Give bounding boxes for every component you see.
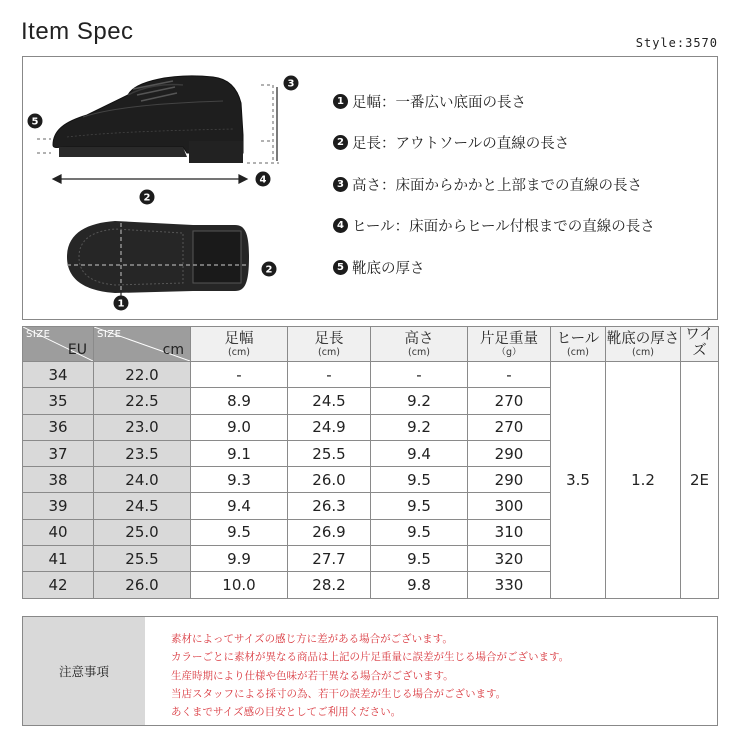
cell-width: 8.9 bbox=[191, 388, 288, 414]
cell-cm: 25.0 bbox=[94, 519, 191, 545]
cell-length: 25.5 bbox=[288, 440, 371, 466]
notes-panel bbox=[22, 616, 718, 726]
cell-height: 9.4 bbox=[371, 440, 468, 466]
svg-text:1: 1 bbox=[117, 298, 125, 310]
size-unit: EU bbox=[67, 341, 87, 358]
svg-text:2: 2 bbox=[143, 192, 151, 204]
cell-cm: 23.5 bbox=[94, 440, 191, 466]
notes-label: 注意事項 bbox=[23, 617, 145, 725]
marker-2-sole bbox=[262, 262, 277, 277]
marker-badge: 1 bbox=[333, 94, 348, 109]
measurement-legend bbox=[333, 91, 655, 299]
cell-eu: 42 bbox=[23, 572, 94, 598]
spec-diagram-panel bbox=[22, 56, 718, 320]
shoe-side-view bbox=[53, 76, 243, 163]
cell-width: 9.3 bbox=[191, 467, 288, 493]
size-eu-header bbox=[23, 327, 94, 362]
cell-weight: 320 bbox=[468, 546, 551, 572]
note-line: 生産時期により仕様や色味が若干異なる場合がございます。 bbox=[171, 669, 454, 682]
cell-weight: 310 bbox=[468, 519, 551, 545]
legend-text: 靴底の厚さ bbox=[352, 260, 425, 277]
cell-eu: 36 bbox=[23, 414, 94, 440]
note-line: あくまでサイズ感の目安としてご利用ください。 bbox=[171, 706, 402, 719]
note-line: 素材によってサイズの感じ方に差がある場合がございます。 bbox=[171, 633, 453, 645]
cell-weight: - bbox=[468, 362, 551, 388]
cell-cm: 22.0 bbox=[94, 362, 191, 388]
cell-width: 10.0 bbox=[191, 572, 288, 598]
legend-text: 足幅：一番広い底面の長さ bbox=[352, 94, 526, 111]
svg-text:4: 4 bbox=[259, 174, 267, 186]
cell-weight: 290 bbox=[468, 440, 551, 466]
size-tag: SIZE bbox=[26, 329, 51, 340]
size-cm-header bbox=[94, 327, 191, 362]
legend-item bbox=[333, 174, 655, 194]
marker-1 bbox=[114, 296, 129, 311]
cell-height: 9.2 bbox=[371, 388, 468, 414]
legend-item bbox=[333, 133, 655, 153]
col-header-wise: ワイズ bbox=[681, 327, 719, 362]
legend-text: ヒール：床面からヒール付根までの直線の長さ bbox=[352, 219, 655, 235]
shoe-diagram bbox=[23, 57, 323, 319]
note-line: 当店スタッフによる採寸の為、若干の誤差が生じる場合がございます。 bbox=[171, 687, 507, 700]
table-header-row bbox=[23, 327, 719, 362]
size-unit: cm bbox=[162, 341, 184, 358]
cell-wise: 2E bbox=[681, 362, 719, 599]
cell-weight: 290 bbox=[468, 467, 551, 493]
marker-badge: 5 bbox=[333, 260, 348, 275]
cell-weight: 330 bbox=[468, 572, 551, 598]
col-header-width: 足幅 (cm) bbox=[191, 327, 288, 362]
note-line: カラーごとに素材が異なる商品は上記の片足重量に誤差が生じる場合がございます。 bbox=[171, 651, 570, 664]
cell-width: 9.1 bbox=[191, 440, 288, 466]
svg-text:2: 2 bbox=[265, 264, 273, 276]
cell-eu: 39 bbox=[23, 493, 94, 519]
marker-3 bbox=[284, 76, 299, 91]
col-header-heel: ヒール (cm) bbox=[551, 327, 606, 362]
cell-cm: 25.5 bbox=[94, 546, 191, 572]
cell-length: 28.2 bbox=[288, 572, 371, 598]
col-header-sole: 靴底の厚さ (cm) bbox=[606, 327, 681, 362]
legend-item bbox=[333, 257, 655, 277]
cell-height: - bbox=[371, 362, 468, 388]
cell-width: 9.4 bbox=[191, 493, 288, 519]
style-code: Style:3570 bbox=[635, 36, 718, 50]
col-header-weight: 片足重量 （g） bbox=[468, 327, 551, 362]
svg-text:5: 5 bbox=[31, 116, 39, 128]
cell-length: 24.5 bbox=[288, 388, 371, 414]
cell-height: 9.5 bbox=[371, 493, 468, 519]
cell-height: 9.8 bbox=[371, 572, 468, 598]
cell-length: - bbox=[288, 362, 371, 388]
marker-badge: 2 bbox=[333, 135, 348, 150]
cell-cm: 26.0 bbox=[94, 572, 191, 598]
cell-eu: 40 bbox=[23, 519, 94, 545]
page-title: Item Spec bbox=[21, 18, 134, 45]
marker-badge: 4 bbox=[333, 218, 348, 233]
cell-height: 9.2 bbox=[371, 414, 468, 440]
cell-width: 9.5 bbox=[191, 519, 288, 545]
shoe-sole-view bbox=[67, 221, 249, 293]
cell-length: 26.3 bbox=[288, 493, 371, 519]
marker-4 bbox=[256, 172, 271, 187]
cell-weight: 270 bbox=[468, 414, 551, 440]
table-row bbox=[23, 362, 719, 388]
cell-length: 24.9 bbox=[288, 414, 371, 440]
cell-weight: 300 bbox=[468, 493, 551, 519]
legend-text: 高さ：床面からかかと上部までの直線の長さ bbox=[352, 177, 642, 194]
svg-text:3: 3 bbox=[287, 78, 295, 90]
cell-sole: 1.2 bbox=[606, 362, 681, 599]
cell-cm: 22.5 bbox=[94, 388, 191, 414]
legend-text: 足長：アウトソールの直線の長さ bbox=[352, 136, 570, 152]
cell-width: 9.0 bbox=[191, 414, 288, 440]
cell-eu: 37 bbox=[23, 440, 94, 466]
cell-eu: 35 bbox=[23, 388, 94, 414]
cell-height: 9.5 bbox=[371, 467, 468, 493]
legend-item bbox=[333, 216, 655, 236]
cell-cm: 23.0 bbox=[94, 414, 191, 440]
marker-2-side bbox=[140, 190, 155, 205]
cell-cm: 24.0 bbox=[94, 467, 191, 493]
cell-weight: 270 bbox=[468, 388, 551, 414]
marker-badge: 3 bbox=[333, 177, 348, 192]
cell-length: 27.7 bbox=[288, 546, 371, 572]
col-header-length: 足長 (cm) bbox=[288, 327, 371, 362]
cell-length: 26.9 bbox=[288, 519, 371, 545]
size-table bbox=[22, 326, 719, 599]
cell-width: 9.9 bbox=[191, 546, 288, 572]
marker-5 bbox=[28, 114, 43, 129]
col-header-height: 高さ (cm) bbox=[371, 327, 468, 362]
legend-item bbox=[333, 91, 655, 111]
cell-width: - bbox=[191, 362, 288, 388]
cell-length: 26.0 bbox=[288, 467, 371, 493]
cell-height: 9.5 bbox=[371, 519, 468, 545]
cell-eu: 38 bbox=[23, 467, 94, 493]
notes-list bbox=[145, 617, 569, 725]
cell-heel: 3.5 bbox=[551, 362, 606, 599]
cell-height: 9.5 bbox=[371, 546, 468, 572]
cell-cm: 24.5 bbox=[94, 493, 191, 519]
size-tag: SIZE bbox=[97, 329, 122, 340]
cell-eu: 34 bbox=[23, 362, 94, 388]
cell-eu: 41 bbox=[23, 546, 94, 572]
